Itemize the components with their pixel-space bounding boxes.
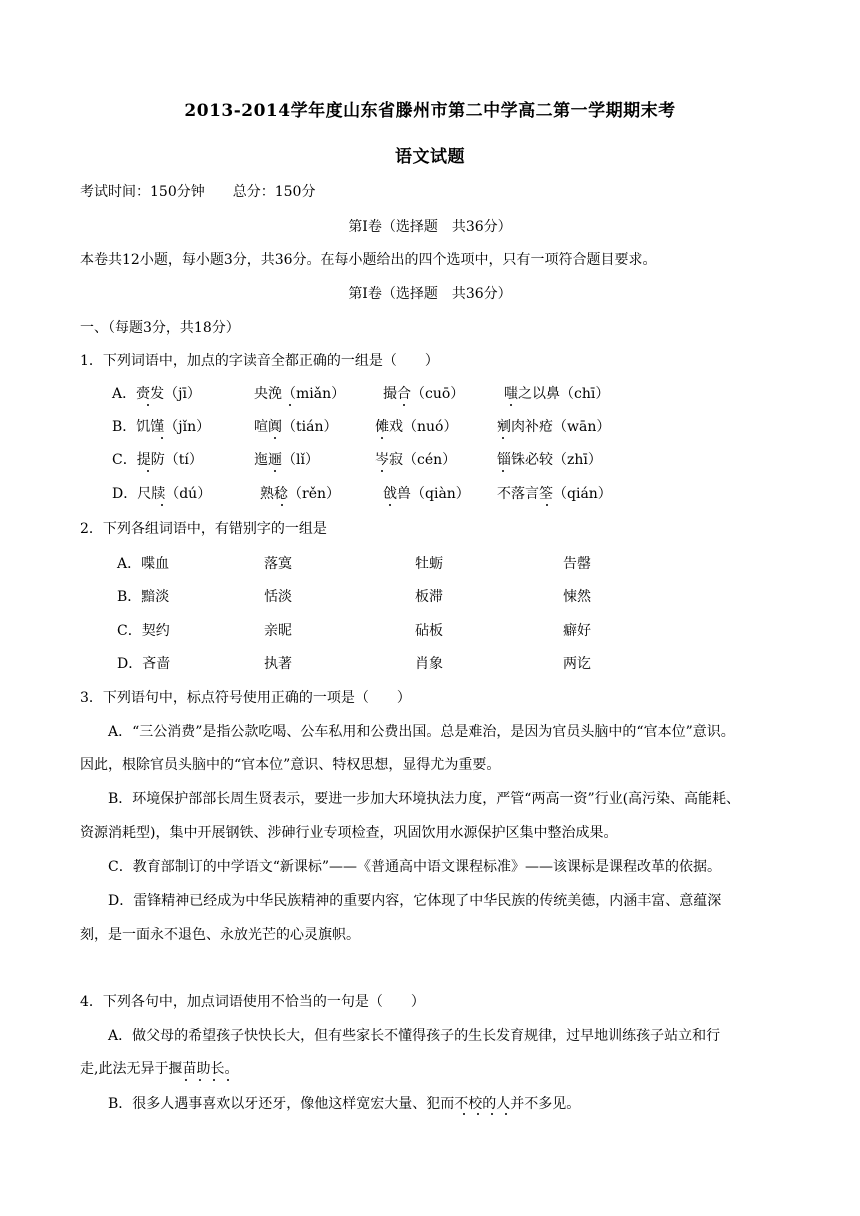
- emphasis-dot: [289, 404, 291, 406]
- emphasis-dot: [185, 1079, 187, 1081]
- q1-option-cell: 不落言筌（qián）: [497, 486, 612, 502]
- q4-option-a-line1: A．做父母的希望孩子快快长大，但有些家长不懂得孩子的生长发育规律，过早地训练孩子站立和行: [108, 1028, 721, 1044]
- q1-option-cell: 央浼（miǎn）: [254, 386, 346, 402]
- emphasis-dot: [381, 437, 383, 439]
- q2-option-row-d: [0, 653, 860, 673]
- q1-option-cell: 喧阗（tián）: [254, 419, 338, 435]
- emphasis-dot: [199, 1079, 201, 1081]
- q3-option-a-line1: A．“三公消费”是指公款吃喝、公车私用和公费出国。总是难治，是因为官员头脑中的“官本位”意识。: [108, 724, 735, 740]
- emphasis-dot: [463, 1113, 465, 1115]
- q1-option-cell: 戗兽（qiàn）: [383, 486, 470, 502]
- q2-option-cell: 执著: [264, 656, 292, 672]
- q2-option-cell: D．吝啬: [117, 656, 171, 672]
- q2-option-cell: 恬淡: [264, 589, 292, 605]
- exam-info: 考试时间：150分钟 总分：150分: [80, 184, 316, 200]
- q2-option-cell: 两讫: [563, 656, 591, 672]
- exam-subtitle: 语文试题: [395, 147, 465, 167]
- emphasis-dot: [227, 1079, 229, 1081]
- section-intro: 本卷共12小题，每小题3分，共36分。在每小题给出的四个选项中，只有一项符合题目要求。: [80, 252, 657, 268]
- q2-option-cell: 牡蛎: [415, 556, 443, 572]
- exam-title: 2013-2014学年度山东省滕州市第二中学高二第一学期期末考: [184, 101, 676, 121]
- q4-option-a-line2: 走,此法无异于揠苗助长。: [80, 1061, 239, 1077]
- q1-option-cell: C．提防（tí）: [112, 452, 203, 468]
- emphasis-dot: [389, 504, 391, 506]
- question-1-stem: 1．下列词语中，加点的字读音全都正确的一组是（ ）: [80, 353, 439, 369]
- emphasis-dot: [274, 470, 276, 472]
- section-header: 第Ⅰ卷（选择题 共36分）: [348, 219, 512, 235]
- emphasis-dot: [505, 1113, 507, 1115]
- q1-option-cell: 嗤之以鼻（chī）: [504, 386, 610, 402]
- q1-option-row-a: [0, 383, 860, 403]
- q2-option-cell: 砧板: [415, 623, 443, 639]
- emphasis-dot: [477, 1113, 479, 1115]
- emphasis-dot: [502, 437, 504, 439]
- q1-option-cell: 剜肉补疮（wān）: [497, 419, 611, 435]
- q3-option-b-line2: 资源消耗型)，集中开展钢铁、涉砷行业专项检查，巩固饮用水源保护区集中整治成果。: [80, 825, 618, 841]
- q1-option-cell: 锱铢必较（zhī）: [497, 452, 602, 468]
- q2-option-cell: 悚然: [563, 589, 591, 605]
- q1-option-cell: 傩戏（nuó）: [375, 419, 458, 435]
- q2-option-cell: 告罄: [563, 556, 591, 572]
- q3-option-b-line1: B．环境保护部部长周生贤表示，要进一步加大环境执法力度，严管“两高一资”行业(高污染、高能耗、: [108, 791, 741, 807]
- emphasis-dot: [281, 504, 283, 506]
- q2-option-cell: 肖象: [415, 656, 443, 672]
- q1-option-cell: 熟稔（rěn）: [260, 486, 340, 502]
- question-3-stem: 3．下列语句中，标点符号使用正确的一项是（ ）: [80, 690, 411, 706]
- emphasis-dot: [147, 404, 149, 406]
- question-4-stem: 4．下列各句中，加点词语使用不恰当的一句是（ ）: [80, 994, 425, 1010]
- q3-option-c-line1: C．教育部制订的中学语文“新课标”——《普通高中语文课程标准》——该课标是课程改革的依据。: [108, 859, 722, 875]
- q2-option-cell: A．喋血: [117, 556, 170, 572]
- q2-option-cell: 亲昵: [264, 623, 292, 639]
- emphasis-dot: [161, 437, 163, 439]
- emphasis-dot: [274, 437, 276, 439]
- q2-option-row-c: [0, 620, 860, 640]
- part-title: 一、（每题3分，共18分）: [80, 320, 240, 336]
- question-2-stem: 2．下列各组词语中，有错别字的一组是: [80, 521, 327, 537]
- q1-option-cell: A．赍发（jī）: [112, 386, 201, 402]
- q2-option-row-b: [0, 586, 860, 606]
- q2-option-cell: C．契约: [117, 623, 170, 639]
- emphasis-dot: [546, 504, 548, 506]
- q1-option-cell: D．尺牍（dú）: [112, 486, 212, 502]
- emphasis-dot: [510, 404, 512, 406]
- q2-option-cell: 板滞: [415, 589, 443, 605]
- q1-option-row-c: [0, 449, 860, 469]
- q3-option-d-line2: 刻，是一面永不退色、永放光芒的心灵旗帜。: [80, 927, 360, 943]
- q1-option-row-d: [0, 483, 860, 503]
- q4-option-b-line1: B．很多人遇事喜欢以牙还牙，像他这样宽宏大量、犯而不校的人并不多见。: [108, 1096, 581, 1112]
- q2-option-cell: 癖好: [563, 623, 591, 639]
- emphasis-dot: [502, 470, 504, 472]
- q1-option-cell: 岑寂（cén）: [375, 452, 457, 468]
- emphasis-dot: [147, 470, 149, 472]
- emphasis-dot: [213, 1079, 215, 1081]
- section-header-repeat: 第Ⅰ卷（选择题 共36分）: [348, 286, 512, 302]
- emphasis-dot: [161, 504, 163, 506]
- emphasis-dot: [403, 404, 405, 406]
- q1-option-cell: 撮合（cuō）: [383, 386, 465, 402]
- q1-option-cell: 迤逦（lǐ）: [254, 452, 319, 468]
- q1-option-cell: B．饥馑（jǐn）: [112, 419, 211, 435]
- q1-option-row-b: [0, 416, 860, 436]
- q2-option-cell: B．黯淡: [117, 589, 170, 605]
- q3-option-d-line1: D．雷锋精神已经成为中华民族精神的重要内容，它体现了中华民族的传统美德，内涵丰富、意蕴深: [108, 893, 722, 909]
- emphasis-dot: [491, 1113, 493, 1115]
- emphasis-dot: [381, 470, 383, 472]
- q2-option-row-a: [0, 553, 860, 573]
- q3-option-a-line2: 因此，根除官员头脑中的“官本位”意识、特权思想，显得尤为重要。: [80, 757, 501, 773]
- q2-option-cell: 落寞: [264, 556, 292, 572]
